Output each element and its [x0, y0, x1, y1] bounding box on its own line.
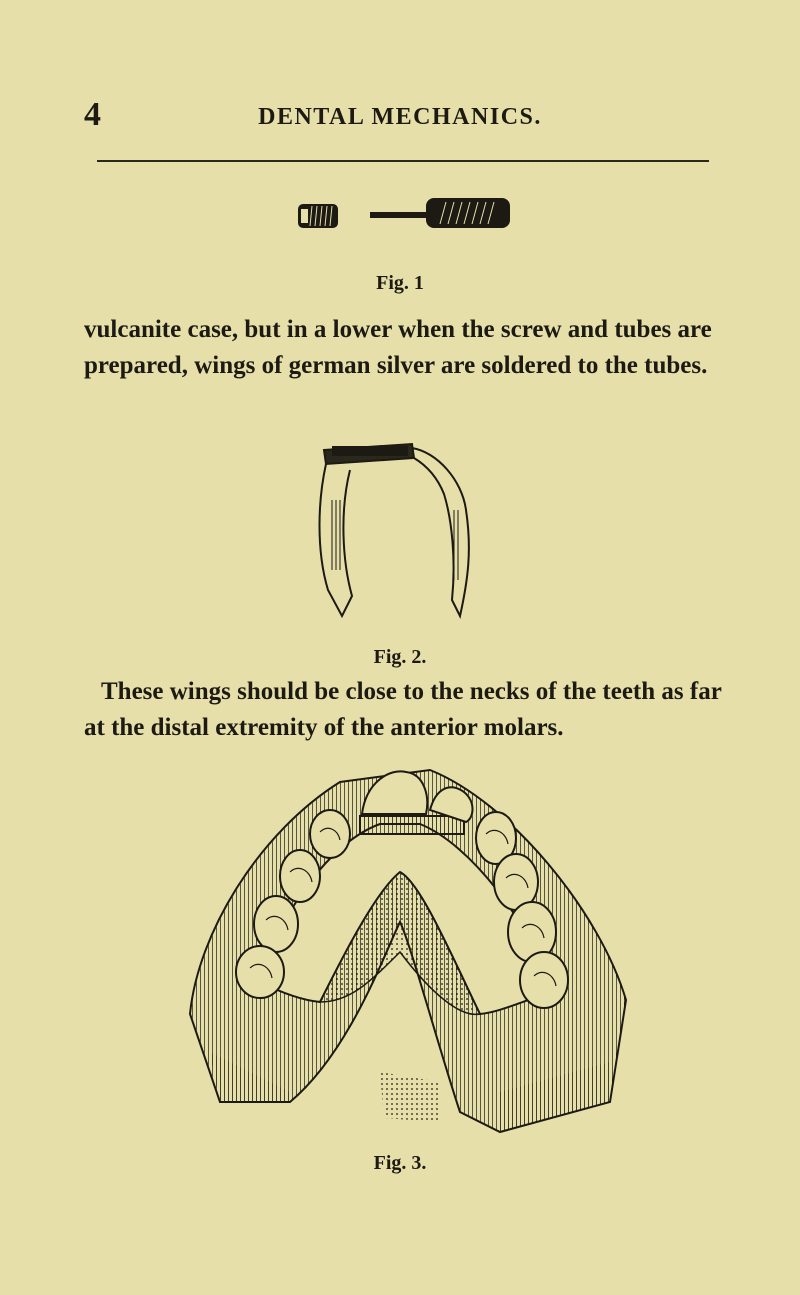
- paragraph-2: [84, 674, 741, 746]
- figure-3-dental-cast: [180, 752, 630, 1138]
- header-rule: [97, 160, 709, 162]
- figure-2-caption: Fig. 2.: [373, 646, 427, 668]
- running-head: DENTAL MECHANICS.: [258, 104, 542, 130]
- paragraph-1-line-1: vulcanite case, but in a lower when the screw and tubes are: [84, 316, 712, 343]
- figure-3-caption: Fig. 3.: [373, 1152, 427, 1174]
- figure-2-tube-wings: [312, 440, 484, 624]
- paragraph-2-line-2: at the distal extremity of the anterior molars.: [84, 714, 564, 741]
- paragraph-1-line-2: prepared, wings of german silver are soldered to the tubes.: [84, 352, 708, 379]
- page-number: 4: [84, 96, 102, 133]
- figure-1-screw-and-tubes: [296, 196, 516, 234]
- paragraph-1: [84, 312, 724, 384]
- paragraph-2-line-1: These wings should be close to the necks of the teeth as far: [101, 678, 722, 705]
- figure-1-caption: Fig. 1: [376, 272, 424, 294]
